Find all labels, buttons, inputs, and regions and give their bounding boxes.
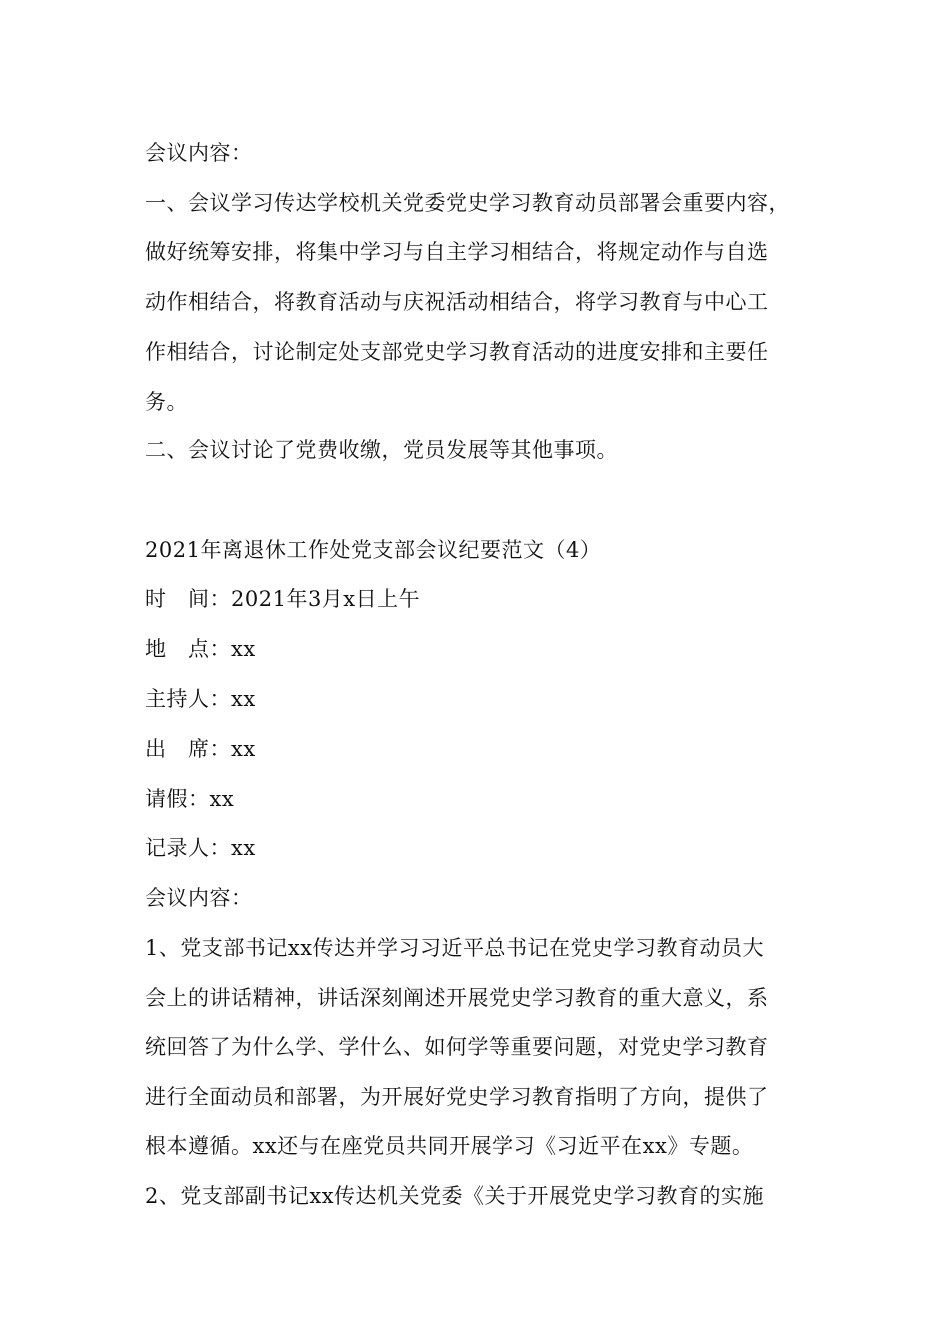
paragraph-line: 进行全面动员和部署，为开展好党史学习教育指明了方向，提供了	[145, 1085, 769, 1109]
paragraph-line: 务。	[145, 390, 188, 414]
paragraph-line: 统回答了为什么学、学什么、如何学等重要问题，对党史学习教育	[145, 1035, 769, 1059]
paragraph-line: 作相结合，讨论制定处支部党史学习教育活动的进度安排和主要任	[145, 340, 769, 364]
paragraph-line: 一、会议学习传达学校机关党委党史学习教育动员部署会重要内容，	[145, 191, 790, 215]
meeting-place: 地 点：xx	[145, 637, 256, 661]
meeting-host: 主持人：xx	[145, 687, 256, 711]
paragraph-line: 会上的讲话精神，讲话深刻阐述开展党史学习教育的重大意义，系	[145, 986, 769, 1010]
paragraph-line: 动作相结合，将教育活动与庆祝活动相结合，将学习教育与中心工	[145, 290, 769, 314]
meeting-time: 时 间：2021年3月x日上午	[145, 587, 421, 611]
paragraph-line: 2、党支部副书记xx传达机关党委《关于开展党史学习教育的实施	[145, 1184, 765, 1208]
paragraph-line: 1、党支部书记xx传达并学习习近平总书记在党史学习教育动员大	[145, 936, 765, 960]
paragraph-line: 做好统筹安排，将集中学习与自主学习相结合，将规定动作与自选	[145, 240, 769, 264]
meeting-attendees: 出 席：xx	[145, 737, 256, 761]
paragraph-line: 根本遵循。xx还与在座党员共同开展学习《习近平在xx》专题。	[145, 1134, 754, 1158]
meeting-content-heading: 会议内容：	[145, 141, 253, 165]
paragraph-line: 二、会议讨论了党费收缴，党员发展等其他事项。	[145, 438, 618, 462]
document-section-title: 2021年离退休工作处党支部会议纪要范文（4）	[145, 538, 602, 562]
meeting-content-heading: 会议内容：	[145, 886, 253, 910]
meeting-recorder: 记录人：xx	[145, 836, 256, 860]
meeting-leave: 请假：xx	[145, 787, 235, 811]
